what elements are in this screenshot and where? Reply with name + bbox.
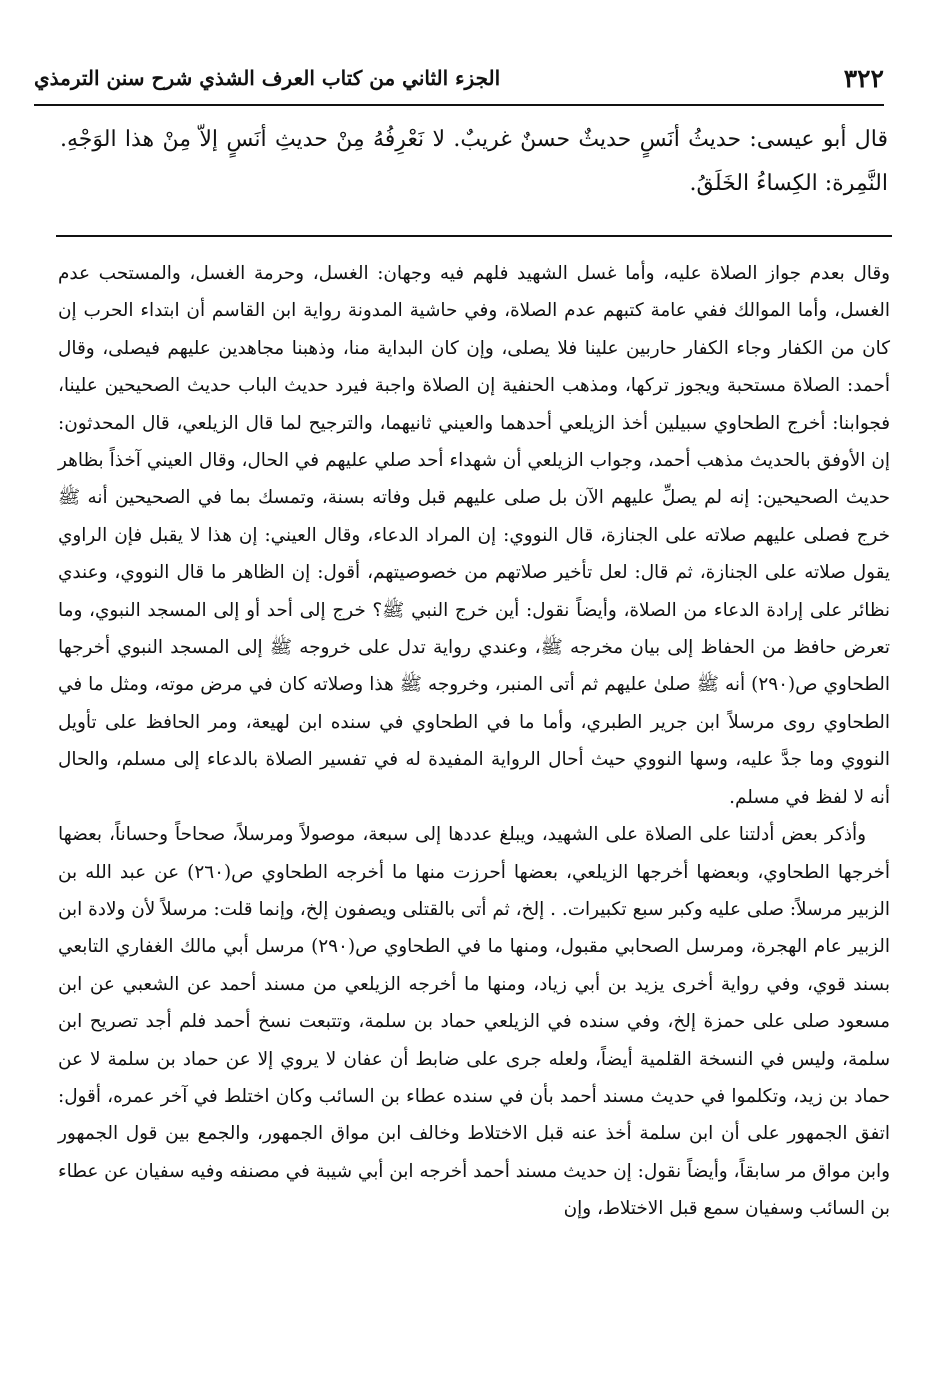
- hadith-text: قال أبو عيسى: حديثُ أنَسٍ حديثٌ حسنٌ غريبٌ. لا نَعْرِفُهُ مِنْ حديثِ أنَسٍ إلاّ مِنْ هذا الوَجْهِ. النَّمِرة: الكِساءُ الخَلَقُ.: [60, 127, 888, 196]
- commentary-paragraph: وقال بعدم جواز الصلاة عليه، وأما غسل الشهيد فلهم فيه وجهان: الغسل، وحرمة الغسل، والمستحب عدم الغسل، وأما الموالك ففي عامة كتبهم عدم الصلاة، وفي حاشية المدونة رواية ابن القاسم أن ابتداء الحرب إن كان من الكفار وجاء الكفار حاربين علينا فلا يصلى، وإن كان البداية منا، وذهبنا مجاهدين عليهم فيصلى، وقال أحمد: الصلاة مستحبة ويجوز تركها، ومذهب الحنفية إن الصلاة واجبة فيرد حديث الباب حديث الصحيحين علينا، فجوابنا: أخرج الطحاوي سبيلين أخذ الزيلعي أحدهما والعيني ثانيهما، والترجيح لما قال الزيلعي، قال المحدثون: إن الأوفق بالحديث مذهب أحمد، وجواب الزيلعي أن شهداء أحد صلي عليهم في الحال، وقال العيني آخذاً بظاهر حديث الصحيحين: إنه لم يصلِّ عليهم الآن بل صلى عليهم قبل وفاته بسنة، وتمسك بما في الصحيحين أنه ﷺ خرج فصلى عليهم صلاته على الجنازة، قال النووي: إن المراد الدعاء، وقال العيني: إن هذا لا يقبل فإن الراوي يقول صلاته على الجنازة، ثم قال: لعل تأخير صلاتهم من خصوصيتهم، أقول: إن الظاهر ما قال النووي، وعندي نظائر على إرادة الدعاء من الصلاة، وأيضاً نقول: أين خرج النبي ﷺ؟ خرج إلى أحد أو إلى المسجد النبوي، وما تعرض حافظ من الحفاظ إلى بيان مخرجه ﷺ، وعندي رواية تدل على خروجه ﷺ إلى المسجد النبوي أخرجها الطحاوي ص(٢٩٠) أنه ﷺ صلىٰ عليهم ثم أتى المنبر، وخروجه ﷺ هذا وصلاته كان في مرض موته، ومثل ما في الطحاوي روى مرسلاً ابن جرير الطبري، وأما ما في الطحاوي في سنده ابن لهيعة، ومر الحافظ على تأويل النووي وما جدَّ عليه، وسها النووي حيث أحال الرواية المفيدة له في تفسير الصلاة بالدعاء إلى مسلم، والحال أنه لا لفظ في مسلم.: [58, 263, 890, 808]
- running-title: الجزء الثاني من كتاب العرف الشذي شرح سنن الترمذي: [34, 66, 501, 90]
- commentary-paragraph: وأذكر بعض أدلتنا على الصلاة على الشهيد، ويبلغ عددها إلى سبعة، موصولاً ومرسلاً، صحاحاً وحساناً، بعضها أخرجها الطحاوي، وبعضها أخرجها الزيلعي، بعضها أحرزت منها ما أخرجه الطحاوي ص(٢٦٠) عن عبد الله بن الزبير مرسلاً: صلى عليه وكبر سبع تكبيرات. . إلخ، ثم أتى بالقتلى ويصفون إلخ، وإنما قلت: مرسلاً لأن ولادة ابن الزبير عام الهجرة، ومرسل الصحابي مقبول، ومنها ما في الطحاوي ص(٢٩٠) مرسل أبي مالك الغفاري التابعي بسند قوي، وفي رواية أخرى يزيد بن أبي زياد، ومنها ما أخرجه الزيلعي من مسند أحمد عن الشعبي عن ابن مسعود صلى على حمزة إلخ، وفي سنده في الزيلعي حماد بن سلمة، وتتبعت نسخ أحمد فلم أجد تصريح ابن سلمة، وليس في النسخة القلمية أيضاً، ولعله جرى على ضابط أن عفان لا يروي إلا عن حماد بن سلمة لا عن حماد بن زيد، وتكلموا في حديث مسند أحمد بأن في سنده عطاء بن السائب وكان اختلط في آخر عمره، أقول: اتفق الجمهور على أن ابن سلمة أخذ عنه قبل الاختلاط وخالف ابن مواق الجمهور، والجمع بين قول الجمهور وابن مواق مر سابقاً، وأيضاً نقول: إن حديث مسند أحمد أخرجه ابن أبي شيبة في مصنفه وفيه سفيان عن عطاء بن السائب وسفيان سمع قبل الاختلاط، وإن: [58, 824, 890, 1220]
- commentary-block: [58, 255, 890, 1228]
- separator-line: [56, 235, 892, 237]
- hadith-text-block: [60, 118, 888, 206]
- page-number: ٣٢٢: [843, 63, 884, 93]
- page-header: [34, 56, 884, 106]
